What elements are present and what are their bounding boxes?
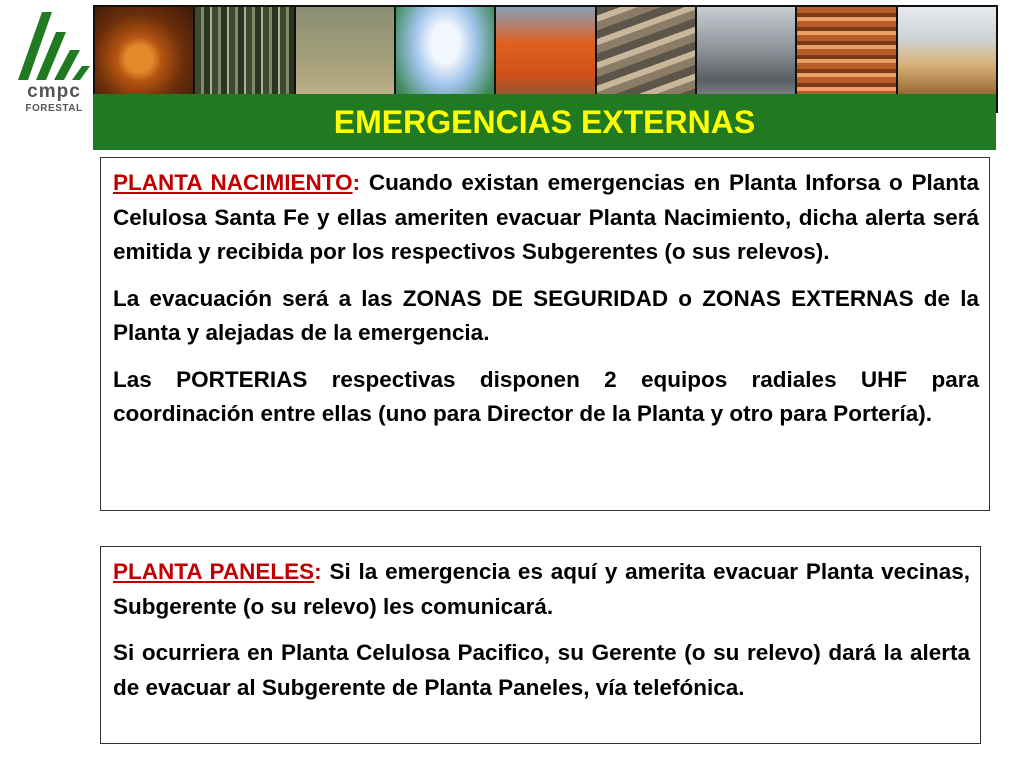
cmpc-logo — [18, 10, 90, 120]
planta-nacimiento-text: Cuando existan emergencias en Planta Inforsa o Planta Celulosa Santa Fe y ellas ameriten evacuar Planta Nacimiento, dicha alerta será emitida y recibida por los respectivos Subgerentes (o sus relevos). — [113, 170, 979, 264]
planta-nacimiento-paragraph — [113, 166, 979, 270]
heading-colon: : — [314, 559, 322, 584]
heading-colon: : — [352, 170, 361, 195]
evacuation-zones-paragraph: La evacuación será a las ZONAS DE SEGURIDAD o ZONAS EXTERNAS de la Planta y alejadas de la emergencia. — [113, 285, 979, 345]
title-bar — [93, 94, 996, 150]
celulosa-pacifico-paragraph: Si ocurriera en Planta Celulosa Pacifico, su Gerente (o su relevo) dará la alerta de evacuar al Subgerente de Planta Paneles, vía telefónica. — [113, 640, 970, 700]
planta-paneles-paragraph — [113, 555, 970, 624]
page-title: EMERGENCIAS EXTERNAS — [333, 103, 756, 140]
planta-paneles-heading: PLANTA PANELES — [113, 559, 315, 584]
planta-nacimiento-box — [100, 157, 990, 511]
logo-subtitle: FORESTAL — [25, 103, 83, 114]
cmpc-tree-logo-icon — [18, 10, 90, 82]
logo-name: cmpc — [27, 81, 81, 102]
planta-paneles-text: Si la emergencia es aquí y amerita evacuar Planta vecinas, Subgerente (o su relevo) les comunicará. — [113, 559, 970, 619]
porterias-radio-paragraph: Las PORTERIAS respectivas disponen 2 equipos radiales UHF para coordinación entre ellas (uno para Director de la Planta y otro para Portería). — [113, 366, 979, 426]
planta-nacimiento-heading: PLANTA NACIMIENTO — [113, 170, 353, 195]
planta-paneles-box — [100, 546, 981, 744]
